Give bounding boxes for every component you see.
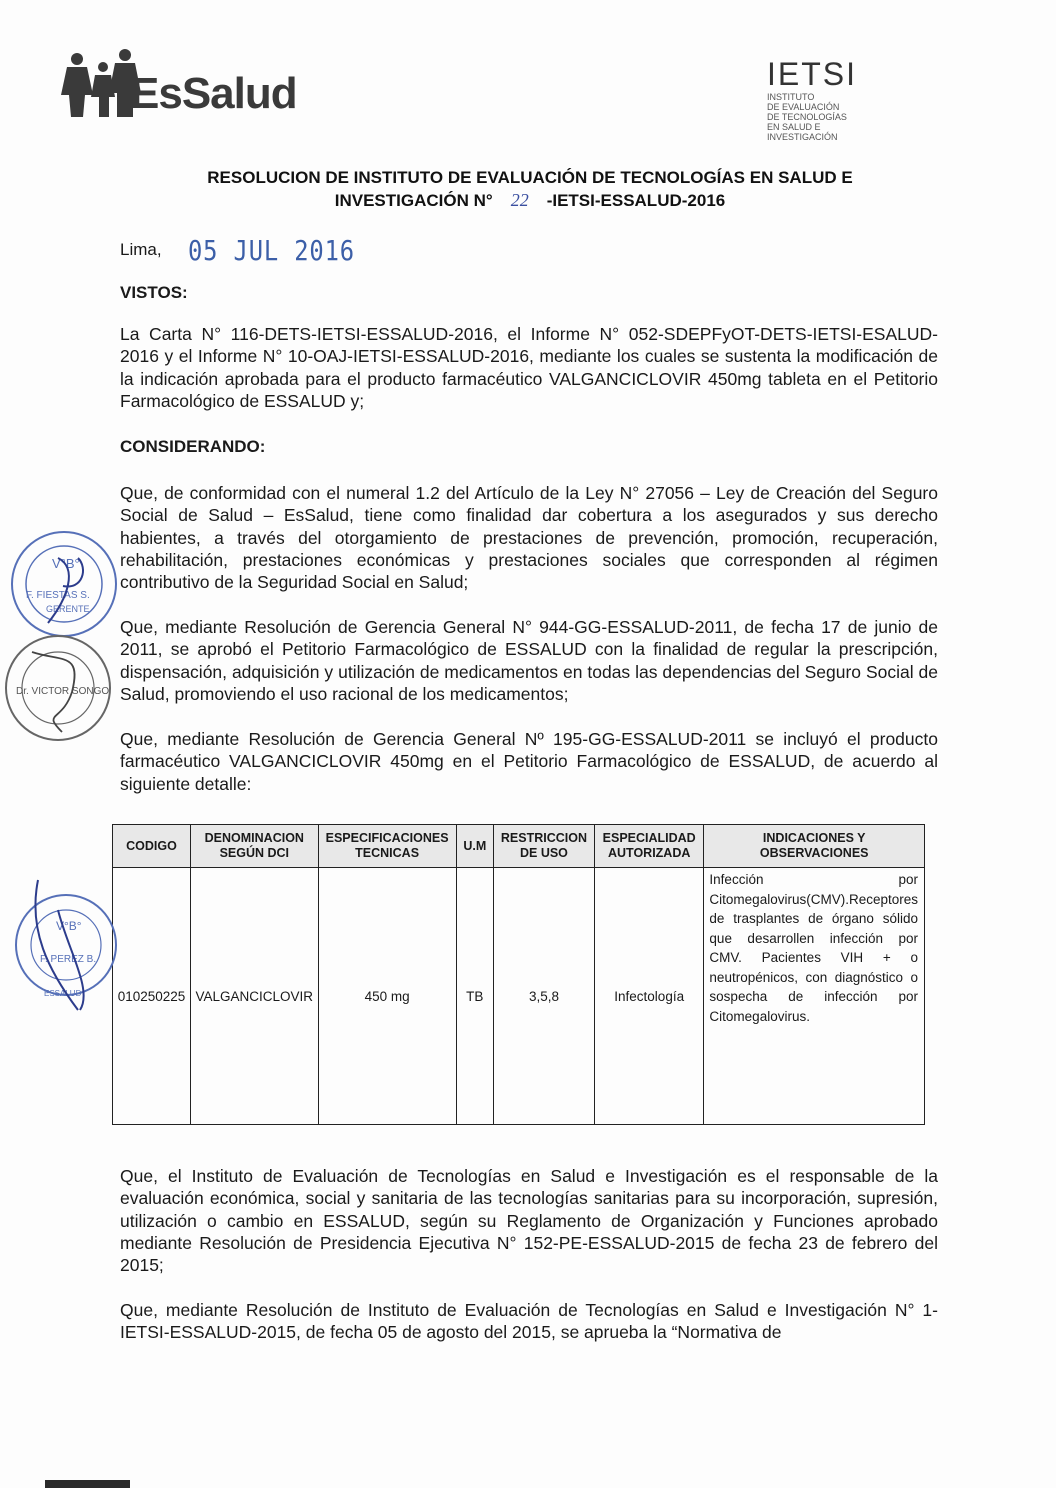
considerando-paragraph-5: Que, mediante Resolución de Instituto de Evaluación de Tecnologías en Salud e Investigación N° 1-IETSI-ESSALUD-2015, de fecha 05 de agosto del 2015, se aprueba la “Normativa de bbox=[120, 1300, 938, 1343]
stamp1-name: F. FIESTAS S. bbox=[26, 590, 90, 601]
approval-stamp-songo bbox=[2, 632, 114, 744]
handwritten-number: 22 bbox=[510, 190, 529, 210]
col-um: U.M bbox=[456, 825, 493, 868]
cell-um: TB bbox=[456, 868, 493, 1125]
col-especialidad: ESPECIALIDAD AUTORIZADA bbox=[594, 825, 703, 868]
petitorio-table bbox=[112, 824, 925, 1125]
approval-stamp-perez bbox=[8, 870, 123, 1020]
ietsi-subtitle: INSTITUTO DE EVALUACIÓN DE TECNOLOGÍAS EN SALUD E INVESTIGACIÓN bbox=[767, 92, 847, 142]
cell-indicaciones: Infección por Citomegalovirus(CMV).Receptores de trasplantes de órgano sólido que desarrollen infección por CMV. Pacientes VIH + o neutropénicos, con diagnóstico o sospecha de infección por Citomegalovirus. bbox=[704, 868, 925, 1125]
stamp1-role: GERENTE bbox=[46, 604, 90, 614]
ietsi-title: IETSI bbox=[767, 56, 858, 92]
col-restriccion: RESTRICCION DE USO bbox=[493, 825, 594, 868]
table-row bbox=[113, 868, 925, 1125]
cell-especialidad: Infectología bbox=[594, 868, 703, 1125]
considerando-paragraph-3: Que, mediante Resolución de Gerencia General Nº 195-GG-ESSALUD-2011 se incluyó el producto farmacéutico VALGANCICLOVIR 450mg en el Petitorio Farmacológico de ESSALUD, de acuerdo al siguiente detalle: bbox=[120, 729, 938, 794]
cell-especificaciones: 450 mg bbox=[318, 868, 456, 1125]
scan-edge-mark bbox=[45, 1480, 130, 1488]
place-label: Lima, bbox=[120, 240, 162, 259]
considerando-paragraph-2: Que, mediante Resolución de Gerencia General N° 944-GG-ESSALUD-2011, de fecha 17 de junio de 2011, se aprobó el Petitorio Farmacológico de ESSALUD con la finalidad de regular la prescripción, dispensación, adquisición y utilización de medicamentos en todas las dependencias del Seguro Social de Salud, promoviendo el uso racional de los medicamentos; bbox=[120, 617, 938, 704]
vistos-heading: VISTOS: bbox=[120, 283, 188, 302]
col-denominacion: DENOMINACION SEGÚN DCI bbox=[191, 825, 319, 868]
col-codigo: CODIGO bbox=[113, 825, 191, 868]
stamp3-bottom: ESSALUD bbox=[44, 989, 82, 998]
stamp2-name: Dr. VICTOR SONGO bbox=[16, 686, 110, 697]
considerando-paragraph-4: Que, el Instituto de Evaluación de Tecnologías en Salud e Investigación es el responsable de la evaluación económica, social y sanitaria de las tecnologías sanitarias para su incorporación, supresión, utilización o cambio en ESSALUD, según su Reglamento de Organización y Funciones aprobado mediante Resolución de Presidencia Ejecutiva N° 152-PE-ESSALUD-2015 de fecha 23 de febrero del 2015; bbox=[120, 1166, 938, 1276]
cell-codigo: 010250225 bbox=[113, 868, 191, 1125]
stamp3-name: F. PEREZ B. bbox=[40, 954, 97, 965]
date-stamp: 05 JUL 2016 bbox=[188, 234, 355, 267]
vistos-paragraph: La Carta N° 116-DETS-IETSI-ESSALUD-2016, el Informe N° 052-SDEPFyOT-DETS-IETSI-ESALUD-2016 y el Informe N° 10-OAJ-IETSI-ESSALUD-2016, mediante los cuales se sustenta la modificación de la indicación aprobada para el producto farmacéutico VALGANCICLOVIR 450mg tableta en el Petitorio Farmacológico de ESSALUD y; bbox=[120, 324, 938, 411]
ietsi-logo bbox=[767, 58, 877, 142]
cell-restriccion: 3,5,8 bbox=[493, 868, 594, 1125]
stamp3-vobo: V°B° bbox=[56, 919, 82, 933]
stamp1-vobo: V°B° bbox=[52, 556, 80, 571]
col-especificaciones: ESPECIFICACIONES TECNICAS bbox=[318, 825, 456, 868]
essalud-logo-text: EsSalud bbox=[130, 69, 297, 118]
table-header-row bbox=[113, 825, 925, 868]
approval-stamp-fiestas bbox=[8, 528, 120, 640]
resolution-title: RESOLUCION DE INSTITUTO DE EVALUACIÓN DE TECNOLOGÍAS EN SALUD E INVESTIGACIÓN N° 22 -IETSI-ESSALUD-2016 bbox=[207, 168, 853, 210]
considerando-paragraph-1: Que, de conformidad con el numeral 1.2 del Artículo de la Ley N° 27056 – Ley de Creación del Seguro Social de Salud – EsSalud, tiene como finalidad dar cobertura a los asegurados y sus derecho habientes, a través del otorgamiento de prestaciones de prevención, promoción, recuperación, rehabilitación, prestaciones económicas y prestaciones sociales que corresponden al régimen contributivo de la Seguridad Social en Salud; bbox=[120, 483, 938, 593]
col-indicaciones: INDICACIONES Y OBSERVACIONES bbox=[704, 825, 925, 868]
considerando-heading: CONSIDERANDO: bbox=[120, 437, 266, 456]
cell-denominacion: VALGANCICLOVIR bbox=[191, 868, 319, 1125]
